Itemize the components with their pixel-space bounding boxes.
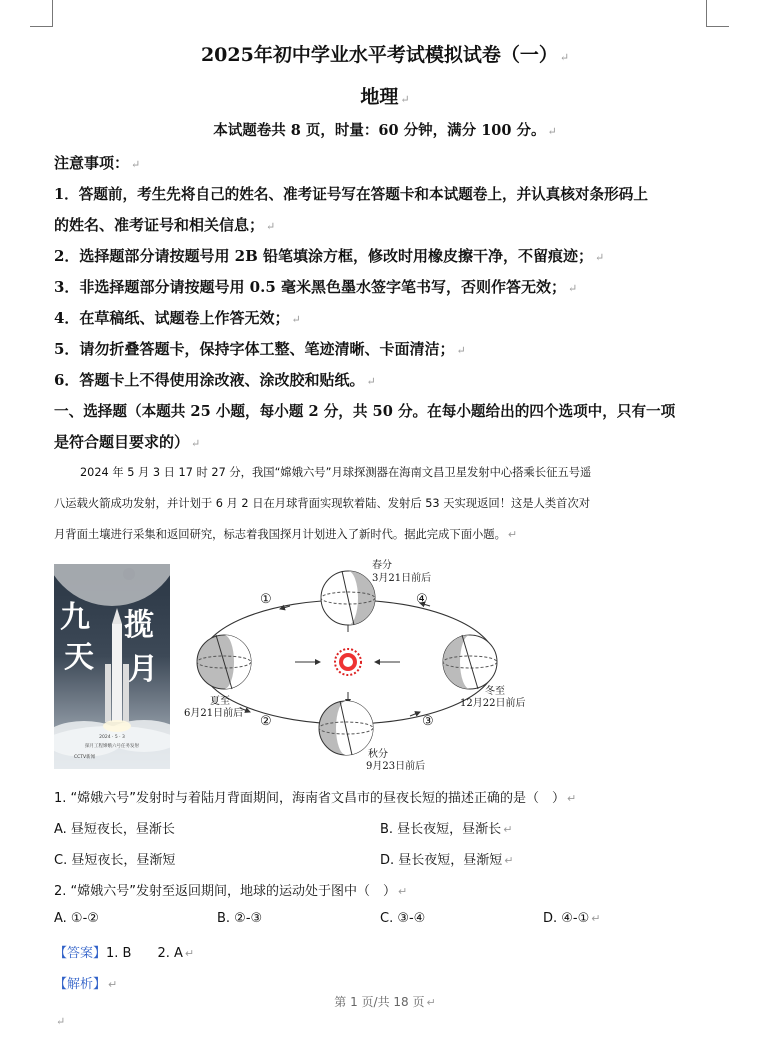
passage-text: 2024 年 5 月 3 日 17 时 27 分，我国“嫦娥六号”月球探测器在海南文昌卫星发射中心搭乘长征五号遥 [80, 466, 592, 479]
page-footer [0, 993, 770, 1010]
option[interactable] [380, 818, 512, 837]
return-mark: ↵ [504, 854, 514, 867]
page-title [0, 40, 770, 67]
option-text: B. 昼长夜短，昼渐长 [380, 822, 502, 837]
answer-text: 1. B 2. A [106, 946, 183, 961]
page-footer-text: 第 1 页/共 18 页 [334, 995, 425, 1009]
return-mark: ↵ [291, 313, 301, 326]
notice-text: 的姓名、准考证号和相关信息； [54, 216, 265, 234]
notice-title [54, 152, 140, 173]
notice-text: 2．选择题部分请按题号用 2B 铅笔填涂方框，修改时用橡皮擦干净，不留痕迹； [54, 247, 594, 265]
option[interactable] [54, 911, 99, 926]
poster-char: 月 [128, 652, 158, 687]
return-mark: ↵ [591, 912, 601, 925]
question-stem [54, 787, 576, 806]
return-mark: ↵ [503, 823, 513, 836]
section-heading [54, 400, 675, 421]
label-winter: 冬至 [485, 686, 505, 697]
earth-winter-icon [443, 635, 497, 689]
return-mark: ↵ [567, 792, 577, 805]
notice-text: 5．请勿折叠答题卡，保持字体工整、笔迹清晰、卡面清洁； [54, 340, 455, 358]
question-stem-text: 1. “嫦娥六号”发射时与着陆月背面期间，海南省文昌市的昼夜长短的描述正确的是（ ） [54, 791, 566, 806]
return-mark: ↵ [108, 978, 118, 991]
poster-char: 揽 [124, 608, 154, 643]
poster-logo: CCTV新闻 [74, 755, 96, 760]
poster-char: 九 [60, 600, 90, 635]
notice-text: 1．答题前，考生先将自己的姓名、准考证号写在答题卡和本试题卷上，并认真核对条形码上 [54, 186, 648, 203]
notice-line [54, 276, 577, 297]
section-heading-text: 是符合题目要求的） [54, 433, 190, 451]
orbit-diagram-svg [180, 562, 530, 772]
notice-text: 4．在草稿纸、试题卷上作答无效； [54, 309, 290, 327]
subject-title-text: 地理 [360, 86, 399, 108]
crop-mark-top-right [706, 0, 729, 27]
page-title-text: 2025年初中学业水平考试模拟试卷（一） [200, 44, 558, 66]
analysis-line [54, 973, 117, 992]
label-summer-date: 6月21日前后 [184, 708, 244, 719]
option-text: D. 昼长夜短，昼渐短 [380, 853, 503, 868]
sun-icon [335, 649, 361, 675]
question-stem [54, 880, 407, 899]
label-spring: 春分 [372, 560, 392, 571]
label-autumn-date: 9月23日前后 [366, 761, 426, 772]
option[interactable] [543, 911, 601, 926]
return-mark: ↵ [184, 947, 195, 960]
label-summer: 夏至 [210, 696, 230, 707]
return-mark: ↵ [366, 375, 376, 388]
passage-line [54, 495, 714, 511]
return-mark: ↵ [400, 93, 410, 106]
question-stem-text: 2. “嫦娥六号”发射至返回期间，地球的运动处于图中（ ） [54, 884, 397, 899]
return-mark: ↵ [507, 528, 518, 541]
return-mark: ↵ [191, 437, 201, 450]
notice-line [54, 214, 275, 235]
section-heading-text: 一、选择题（本题共 25 小题，每小题 2 分，共 50 分。在每小题给出的四个选项中，只有一项 [54, 403, 676, 420]
segment-label: ① [260, 592, 272, 607]
segment-label: ④ [416, 592, 428, 607]
return-mark: ↵ [56, 1015, 66, 1028]
return-mark: ↵ [398, 885, 408, 898]
return-mark: ↵ [547, 125, 557, 138]
orbit-diagram [180, 562, 530, 772]
answer-tag: 【答案】 [54, 946, 107, 961]
option-text: D. ④-① [543, 911, 590, 926]
segment-label: ③ [422, 714, 434, 729]
crop-mark-top-left [30, 0, 53, 27]
notice-line [54, 183, 648, 204]
segment-label: ② [260, 714, 272, 729]
exam-info [0, 119, 770, 140]
passage-line [54, 526, 714, 542]
subject-title [0, 82, 770, 109]
notice-line [54, 307, 301, 328]
passage-text: 八运载火箭成功发射，并计划于 6 月 2 日在月球背面实现软着陆、发射后 53 天实现返回！这是人类首次对 [54, 497, 591, 510]
return-mark: ↵ [131, 158, 141, 171]
analysis-tag: 【解析】 [54, 977, 107, 992]
notice-line [54, 369, 376, 390]
passage-line [80, 464, 740, 480]
label-spring-date: 3月21日前后 [372, 573, 432, 584]
earth-spring-icon [321, 571, 375, 625]
notice-title-text: 注意事项： [54, 154, 130, 172]
option[interactable] [217, 911, 262, 926]
option[interactable] [380, 911, 425, 926]
label-winter-date: 12月22日前后 [460, 698, 526, 709]
option-text: C. 昼短夜长，昼渐短 [54, 853, 176, 868]
notice-line [54, 245, 604, 266]
return-mark: ↵ [456, 344, 466, 357]
passage-text: 月背面土壤进行采集和返回研究，标志着我国探月计划进入了新时代。据此完成下面小题。 [54, 528, 506, 541]
option-text: B. ②-③ [217, 911, 263, 926]
option-text: A. 昼短夜长，昼渐长 [54, 822, 175, 837]
trailing-return-mark [54, 1010, 65, 1029]
option-text: C. ③-④ [380, 911, 426, 926]
return-mark: ↵ [426, 996, 436, 1009]
earth-autumn-icon [319, 701, 373, 755]
return-mark: ↵ [266, 220, 276, 233]
notice-text: 6．答题卡上不得使用涂改液、涂改胶和贴纸。 [54, 371, 365, 389]
earth-summer-icon [197, 635, 251, 689]
option[interactable] [380, 849, 514, 868]
return-mark: ↵ [595, 251, 605, 264]
return-mark: ↵ [559, 51, 570, 64]
poster-image [54, 564, 170, 769]
poster-caption: 2024 · 5 · 3 [99, 735, 125, 740]
notice-line [54, 338, 466, 359]
label-autumn: 秋分 [368, 749, 388, 760]
return-mark: ↵ [567, 282, 578, 295]
poster-caption: 探月工程嫦娥六号任务发射 [85, 744, 139, 749]
section-heading [54, 431, 200, 452]
notice-text: 3．非选择题部分请按题号用 0.5 毫米黑色墨水签字笔书写，否则作答无效； [54, 278, 566, 296]
poster-char: 天 [64, 640, 94, 675]
answer-line [54, 942, 194, 961]
exam-info-text: 本试题卷共 8 页，时量：60 分钟，满分 100 分。 [213, 122, 546, 139]
option[interactable] [54, 849, 175, 868]
option[interactable] [54, 818, 175, 837]
option-text: A. ①-② [54, 911, 99, 926]
